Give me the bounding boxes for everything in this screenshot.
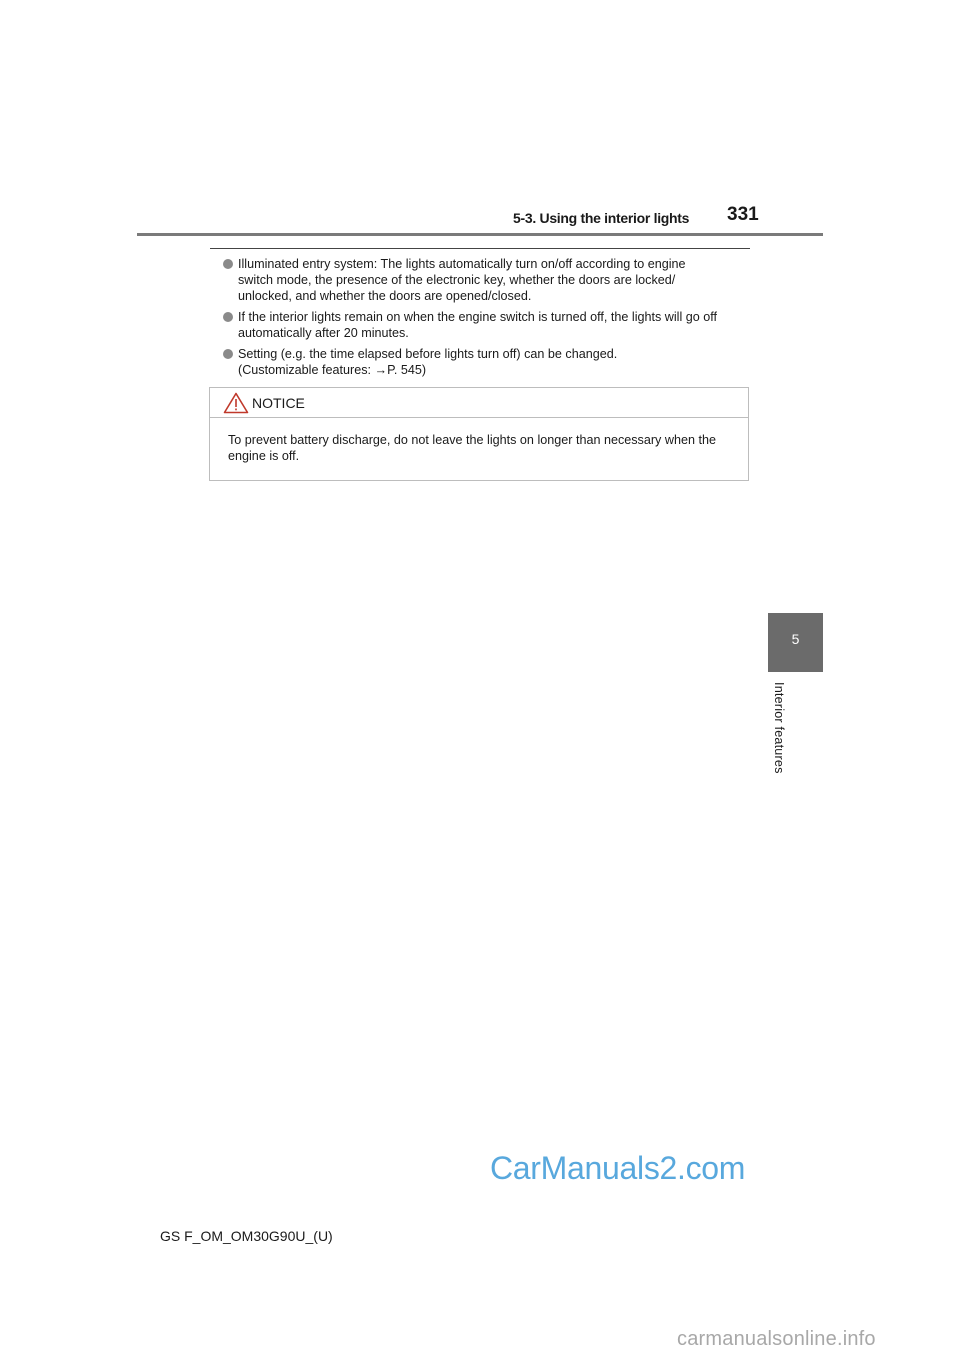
bullet-icon	[223, 259, 233, 269]
notice-box	[209, 387, 749, 481]
bullet-text-line: automatically after 20 minutes.	[238, 326, 409, 340]
bullet-text-line: (Customizable features: →P. 545)	[238, 363, 427, 377]
bullet-text-line: If the interior lights remain on when the engine switch is turned off, the lights will go off	[238, 310, 718, 324]
page-number: 331	[727, 204, 759, 225]
watermark-url: carmanualsonline.info	[677, 1328, 876, 1350]
footer-document-code: GS F_OM_OM30G90U_(U)	[160, 1228, 333, 1244]
list-item	[222, 346, 750, 378]
chapter-tab	[768, 613, 823, 672]
content-divider	[210, 248, 750, 249]
bullet-text-line: Setting (e.g. the time elapsed before lights turn off) can be changed.	[238, 347, 618, 361]
watermark-logo: CarManuals2.com	[490, 1150, 746, 1186]
bullet-text-line: Illuminated entry system: The lights automatically turn on/off according to engine	[238, 257, 686, 271]
bullet-text-line: switch mode, the presence of the electronic key, whether the doors are locked/	[238, 273, 676, 287]
bullet-text-line: unlocked, and whether the doors are opened/closed.	[238, 289, 532, 303]
chapter-label	[770, 682, 790, 792]
section-title: 5-3. Using the interior lights	[513, 210, 690, 226]
list-item	[222, 309, 750, 341]
chapter-number: 5	[791, 631, 800, 647]
notice-title: NOTICE	[252, 395, 305, 411]
chapter-label-text: Interior features	[772, 682, 786, 774]
header-divider	[137, 233, 823, 236]
bullet-icon	[223, 312, 233, 322]
notice-body: To prevent battery discharge, do not leave the lights on longer than necessary when the engine is off.	[228, 433, 716, 463]
bullet-icon	[223, 349, 233, 359]
warning-icon	[223, 392, 249, 414]
notice-header	[210, 388, 748, 418]
list-item	[222, 256, 750, 304]
bullet-list	[222, 256, 750, 383]
